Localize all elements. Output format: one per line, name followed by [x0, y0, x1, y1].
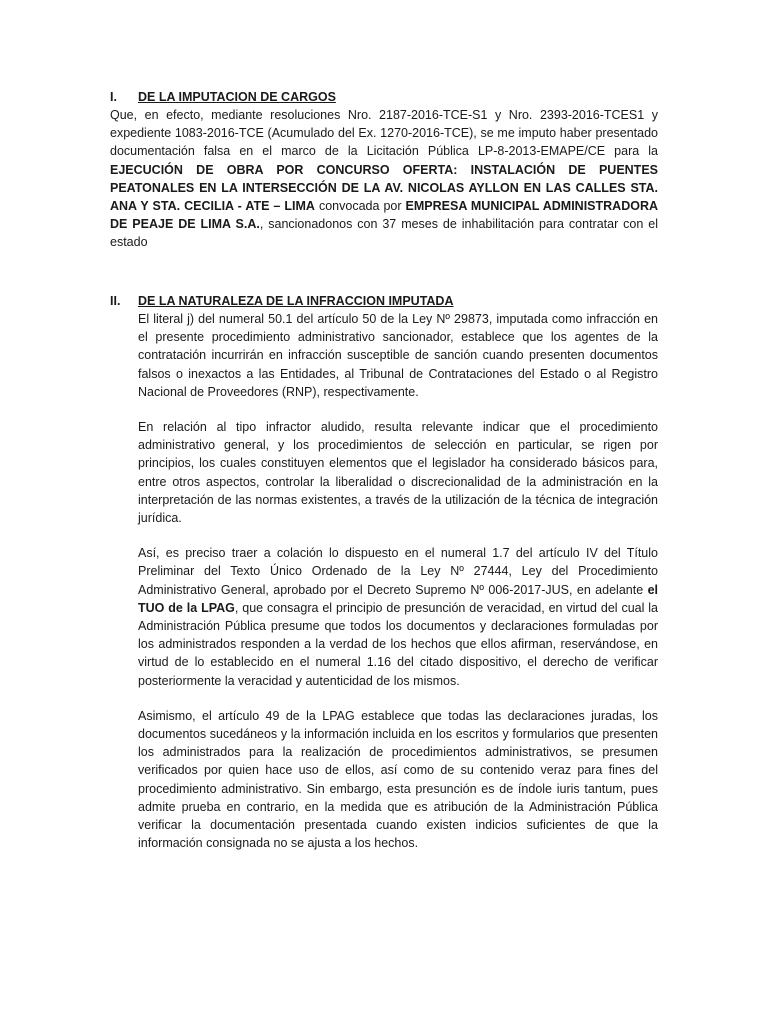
section-number: II. [110, 294, 121, 308]
section-naturaleza [110, 292, 658, 852]
section-heading [110, 292, 658, 310]
paragraph-2: En relación al tipo infractor aludido, resulta relevante indicar que el procedimiento administrativo general, y los procedimientos de selección en particular, se rigen por principios, los cuales constituyen elementos que el legislador ha considerado básicos para, entre otros aspectos, controlar la liberalidad o discrecionalidad de la administración en la interpretación de las normas existentes, a través de la utilización de la técnica de integración jurídica. [138, 420, 658, 526]
section-heading [110, 88, 658, 106]
project-name: EJECUCIÓN DE OBRA POR CONCURSO OFERTA: INSTALACIÓN DE PUENTES PEATONALES EN LA INTERSECCIÓN DE LA AV. NICOLAS AYLLON EN LAS CALLES STA. ANA Y STA. CECILIA - ATE – LIMA [110, 162, 658, 214]
section-imputacion [110, 88, 658, 252]
section-title: DE LA NATURALEZA DE LA INFRACCION IMPUTADA [138, 294, 454, 308]
bold-term: el TUO de la LPAG [138, 582, 658, 615]
section-body [138, 310, 658, 852]
paragraph-3 [138, 544, 658, 690]
paragraph-text: , que consagra el principio de presunción de veracidad, en virtud del cual la Administración Pública presume que todos los documentos y declaraciones formuladas por los administrados responden a la verdad de los hechos que ellos afirman, reservándose, en virtud de lo establecido en el numeral 1.16 del citado dispositivo, el derecho de verificar posteriormente la veracidad y autenticidad de los mismos. [138, 600, 658, 688]
company-name: EMPRESA MUNICIPAL ADMINISTRADORA DE PEAJE DE LIMA S.A. [110, 199, 659, 232]
paragraph-1: El literal j) del numeral 50.1 del artículo 50 de la Ley Nº 29873, imputada como infracción en el presente procedimiento administrativo sancionador, establece que los agentes de la contratación incurrirán en infracción susceptible de sanción cuando presenten documentos falsos o inexactos a las Entidades, al Tribunal de Contrataciones del Estado o al Registro Nacional de Proveedores (RNP), respectivamente. [138, 312, 658, 399]
paragraph-text: convocada por [314, 199, 406, 214]
paragraph-text: Que, en efecto, mediante resoluciones Nro. 2187-2016-TCE-S1 y Nro. 2393-2016-TCES1 y expediente 1083-2016-TCE (Acumulado del Ex. 1270-2016-TCE), se me imputo haber presentado documentación falsa en el marco de la Licitación Pública LP-8-2013-EMAPE/CE para la [110, 108, 658, 159]
paragraph-4: Asimismo, el artículo 49 de la LPAG establece que todas las declaraciones juradas, los documentos sucedáneos y la información incluida en los escritos y formularios que presenten los administrados para la realización de procedimientos administrativos, se presumen verificados por quien hace uso de ellos, así como de su contenido veraz para fines del procedimiento administrativo. Sin embargo, esta presunción es de índole iuris tantum, pues admite prueba en contrario, en la medida que es atribución de la Administración Pública verificar la documentación presentada cuando existen indicios suficientes de que la información consignada no se ajusta a los hechos. [138, 708, 658, 851]
paragraph-text: Así, es preciso traer a colación lo dispuesto en el numeral 1.7 del artículo IV del Título Preliminar del Texto Único Ordenado de la Ley Nº 27444, Ley del Procedimiento Administrativo General, aprobado por el Decreto Supremo Nº 006-2017-JUS, en adelante [138, 546, 658, 597]
section-paragraph [110, 106, 658, 252]
section-number: I. [110, 90, 117, 104]
paragraph-text: , sancionadonos con 37 meses de inhabilitación para contratar con el estado [110, 217, 658, 250]
section-title: DE LA IMPUTACION DE CARGOS [138, 90, 336, 104]
